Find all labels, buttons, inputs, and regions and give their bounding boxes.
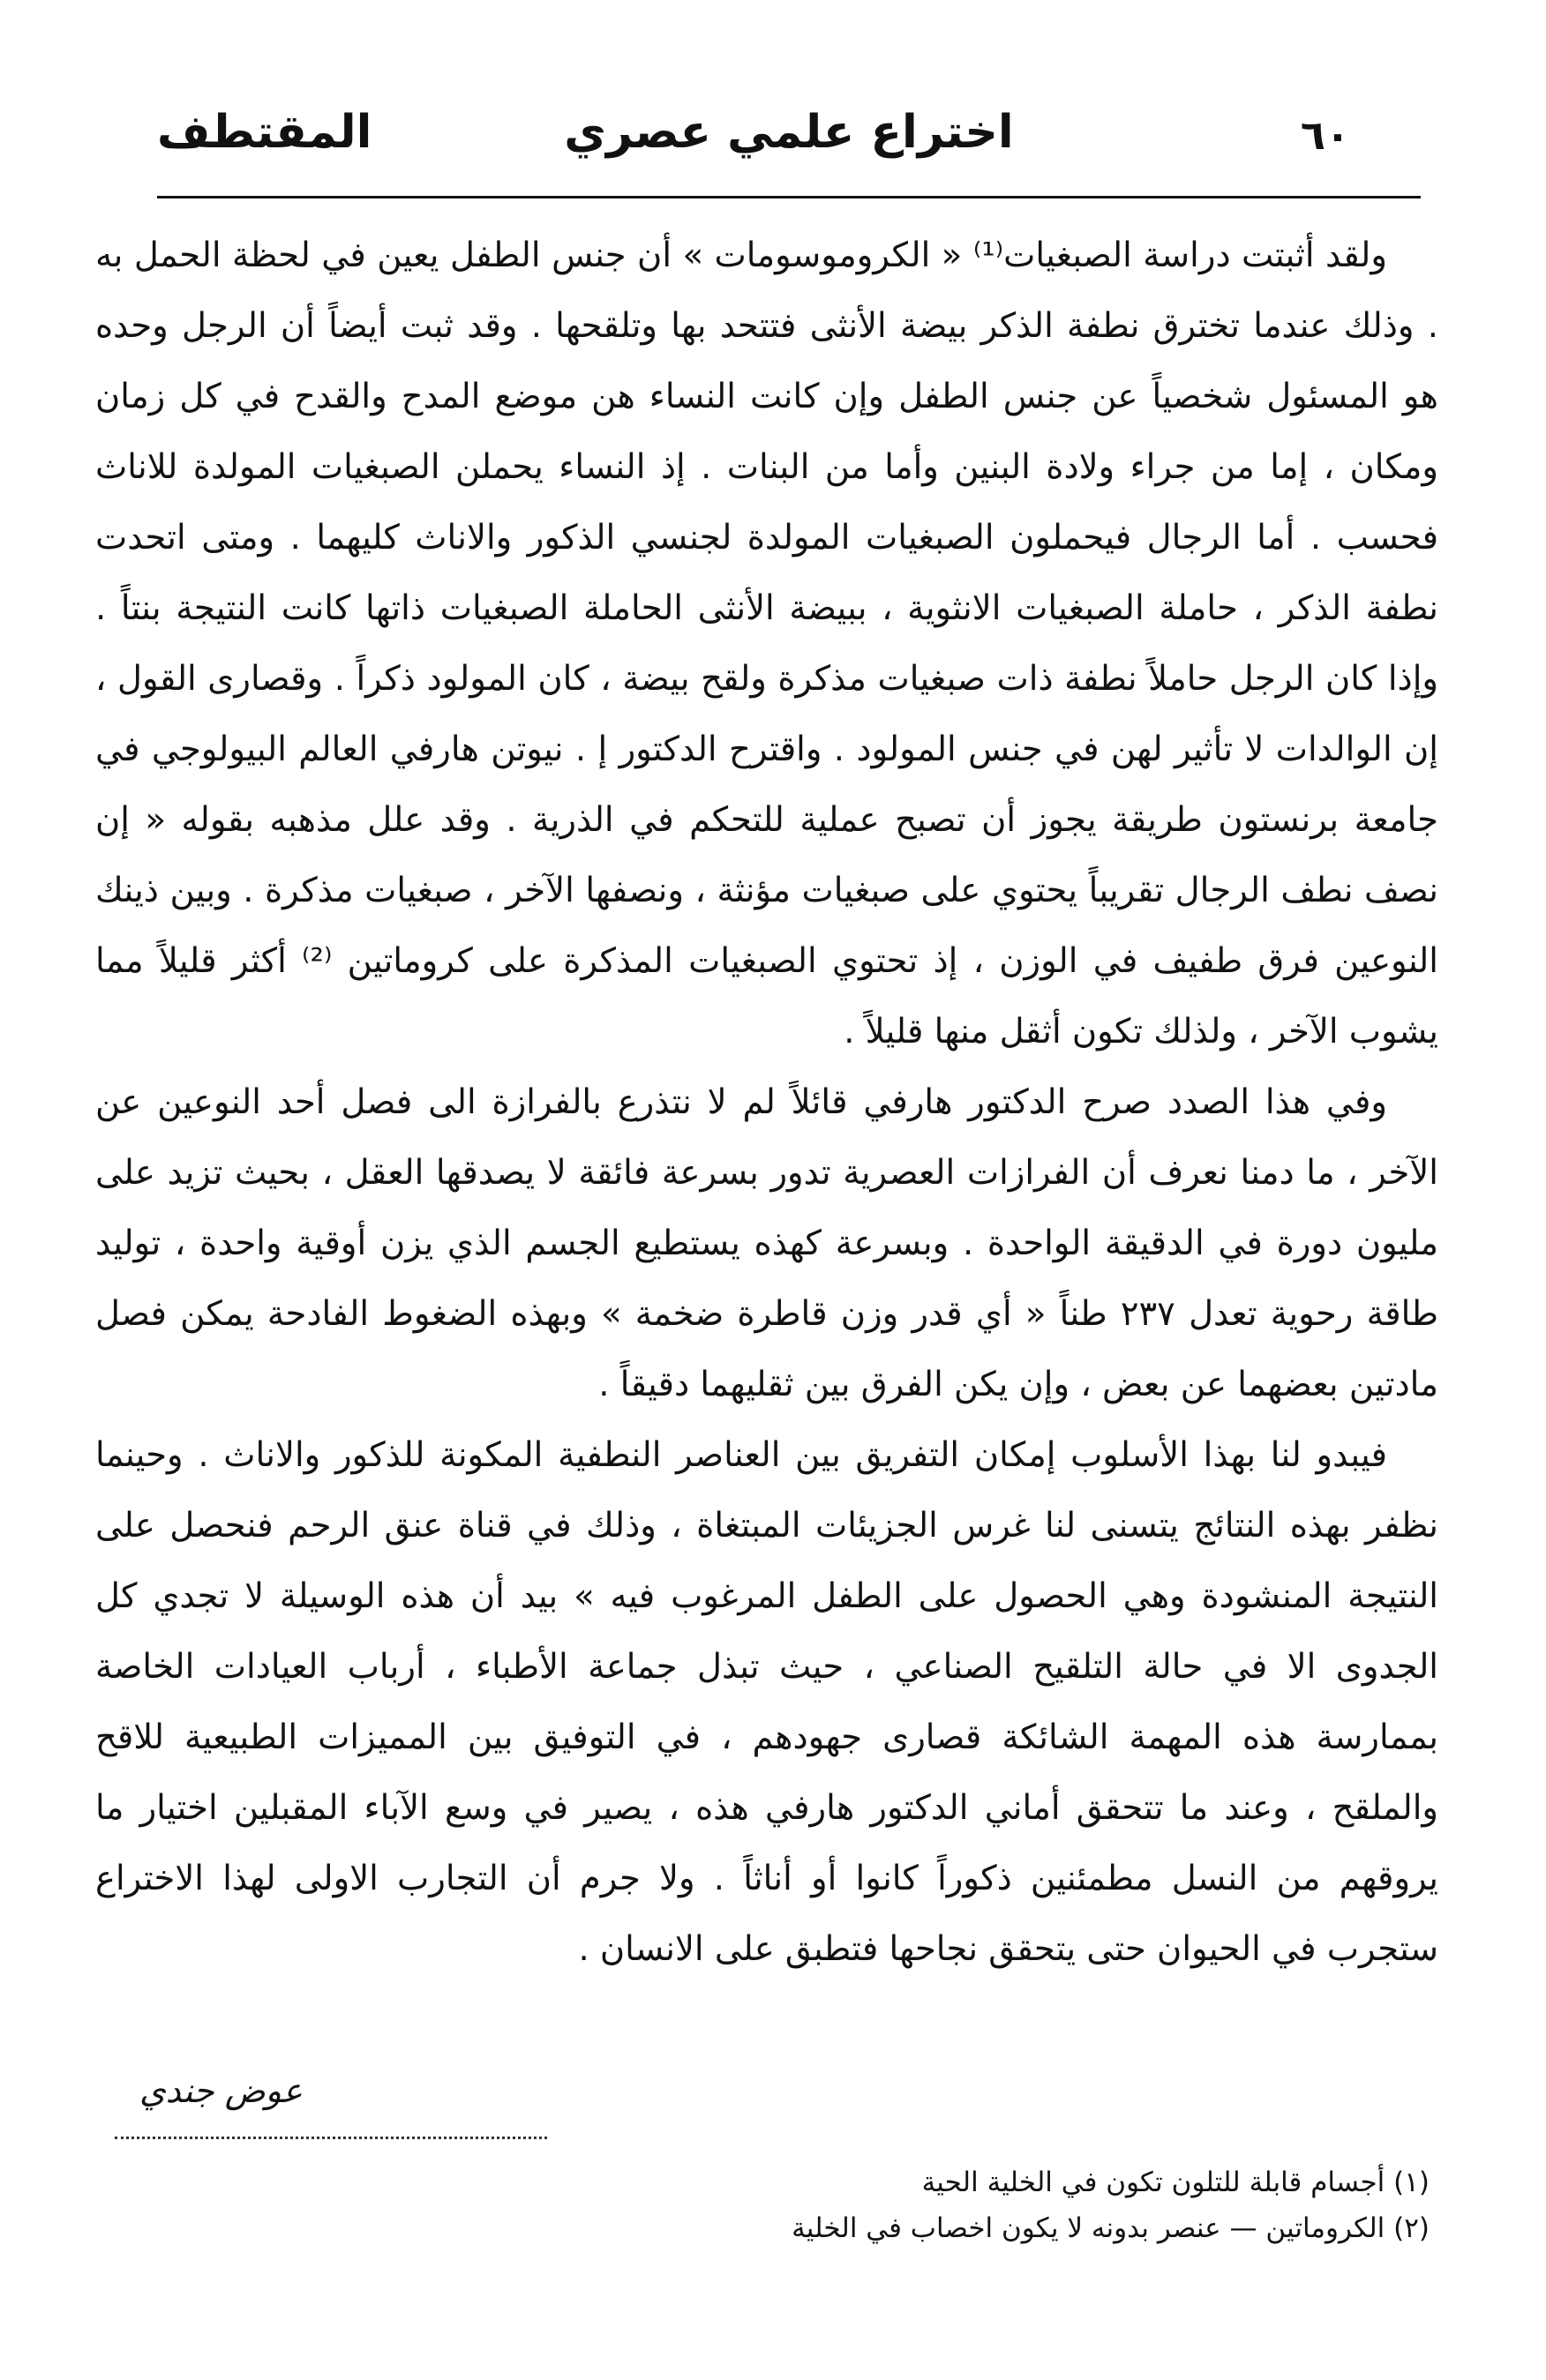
paragraph-2: وفي هذا الصدد صرح الدكتور هارفي قائلاً لم لا نتذرع بالفرازة الى فصل أحد النوعين عن الآخر ، ما دمنا نعرف أن الفرازات العصرية تدور بسرعة فائقة لا يصدقها العقل ، بحيث تزيد على مليون دورة في الدقيقة الواحدة . وبسرعة كهذه يستطيع الجسم الذي يزن أوقية واحدة ، توليد طاقة رحوية تعدل ٢٣٧ طناً « أي قدر وزن قاطرة ضخمة » وبهذه الضغوط الفادحة يمكن فصل مادتين بعضهما عن بعض ، وإن يكن الفرق بين ثقليهما دقيقاً .	[95, 1082, 1438, 1404]
footnote-separator	[115, 2137, 547, 2139]
header-rule	[157, 196, 1421, 198]
footnotes	[565, 2159, 1430, 2251]
paragraph-3: فيبدو لنا بهذا الأسلوب إمكان التفريق بين العناصر النطفية المكونة للذكور والاناث . وحينما نظفر بهذه النتائج يتسنى لنا غرس الجزيئات المبتغاة ، وذلك في قناة عنق الرحم فنحصل على النتيجة المنشودة وهي الحصول على الطفل المرغوب فيه » بيد أن هذه الوسيلة لا تجدي كل الجدوى الا في حالة التلقيح الصناعي ، حيث تبذل جماعة الأطباء ، أرباب العيادات الخاصة بممارسة هذه المهمة الشائكة قصارى جهودهم ، في التوفيق بين المميزات الطبيعية للاقح والملقح ، وعند ما تتحقق أماني الدكتور هارفي هذه ، يصير في وسع الآباء المقبلين اختيار ما يروقهم من النسل مطمئنين ذكوراً كانوا أو أناثاً . ولا جرم أن التجارب الاولى لهذا الاختراع ستجرب في الحيوان حتى يتحقق نجاحها فتطبق على الانسان .	[95, 1435, 1438, 1969]
journal-name: المقتطف	[157, 106, 372, 159]
page-number: ٦٠	[1300, 111, 1350, 159]
running-title: اختراع علمي عصري	[564, 106, 1014, 159]
article-body	[95, 221, 1438, 1985]
footnote-1: (١) أجسام قابلة للتلون تكون في الخلية الحية	[921, 2167, 1430, 2198]
running-header	[157, 106, 1421, 176]
paragraph-1: ولقد أثبتت دراسة الصبغيات⁽¹⁾ « الكروموسومات » أن جنس الطفل يعين في لحظة الحمل به . وذلك عندما تخترق نطفة الذكر بيضة الأنثى فتتحد بها وتلقحها . وقد ثبت أيضاً أن الرجل وحده هو المسئول شخصياً عن جنس الطفل وإن كانت النساء هن موضع المدح والقدح في كل زمان ومكان ، إما من جراء ولادة البنين وأما من البنات . إذ النساء يحملن الصبغيات المولدة للاناث فحسب . أما الرجال فيحملون الصبغيات المولدة لجنسي الذكور والاناث كليهما . ومتى اتحدت نطفة الذكر ، حاملة الصبغيات الانثوية ، ببيضة الأنثى الحاملة الصبغيات ذاتها كانت النتيجة بنتاً . وإذا كان الرجل حاملاً نطفة ذات صبغيات مذكرة ولقح بيضة ، كان المولود ذكراً . وقصارى القول ، إن الوالدات لا تأثير لهن في جنس المولود . واقترح الدكتور إ . نيوتن هارفي العالم البيولوجي في جامعة برنستون طريقة يجوز أن تصبح عملية للتحكم في الذرية . وقد علل مذهبه بقوله « إن نصف نطف الرجال تقريباً يحتوي على صبغيات مؤنثة ، ونصفها الآخر ، صبغيات مذكرة . وبين ذينك النوعين فرق طفيف في الوزن ، إذ تحتوي الصبغيات المذكرة على كروماتين ⁽²⁾ أكثر قليلاً مما يشوب الآخر ، ولذلك تكون أثقل منها قليلاً .	[95, 236, 1438, 1052]
author-signature: عوض جندي	[139, 2071, 303, 2110]
footnote-2: (٢) الكروماتين — عنصر بدونه لا يكون اخصاب في الخلية	[792, 2212, 1430, 2244]
